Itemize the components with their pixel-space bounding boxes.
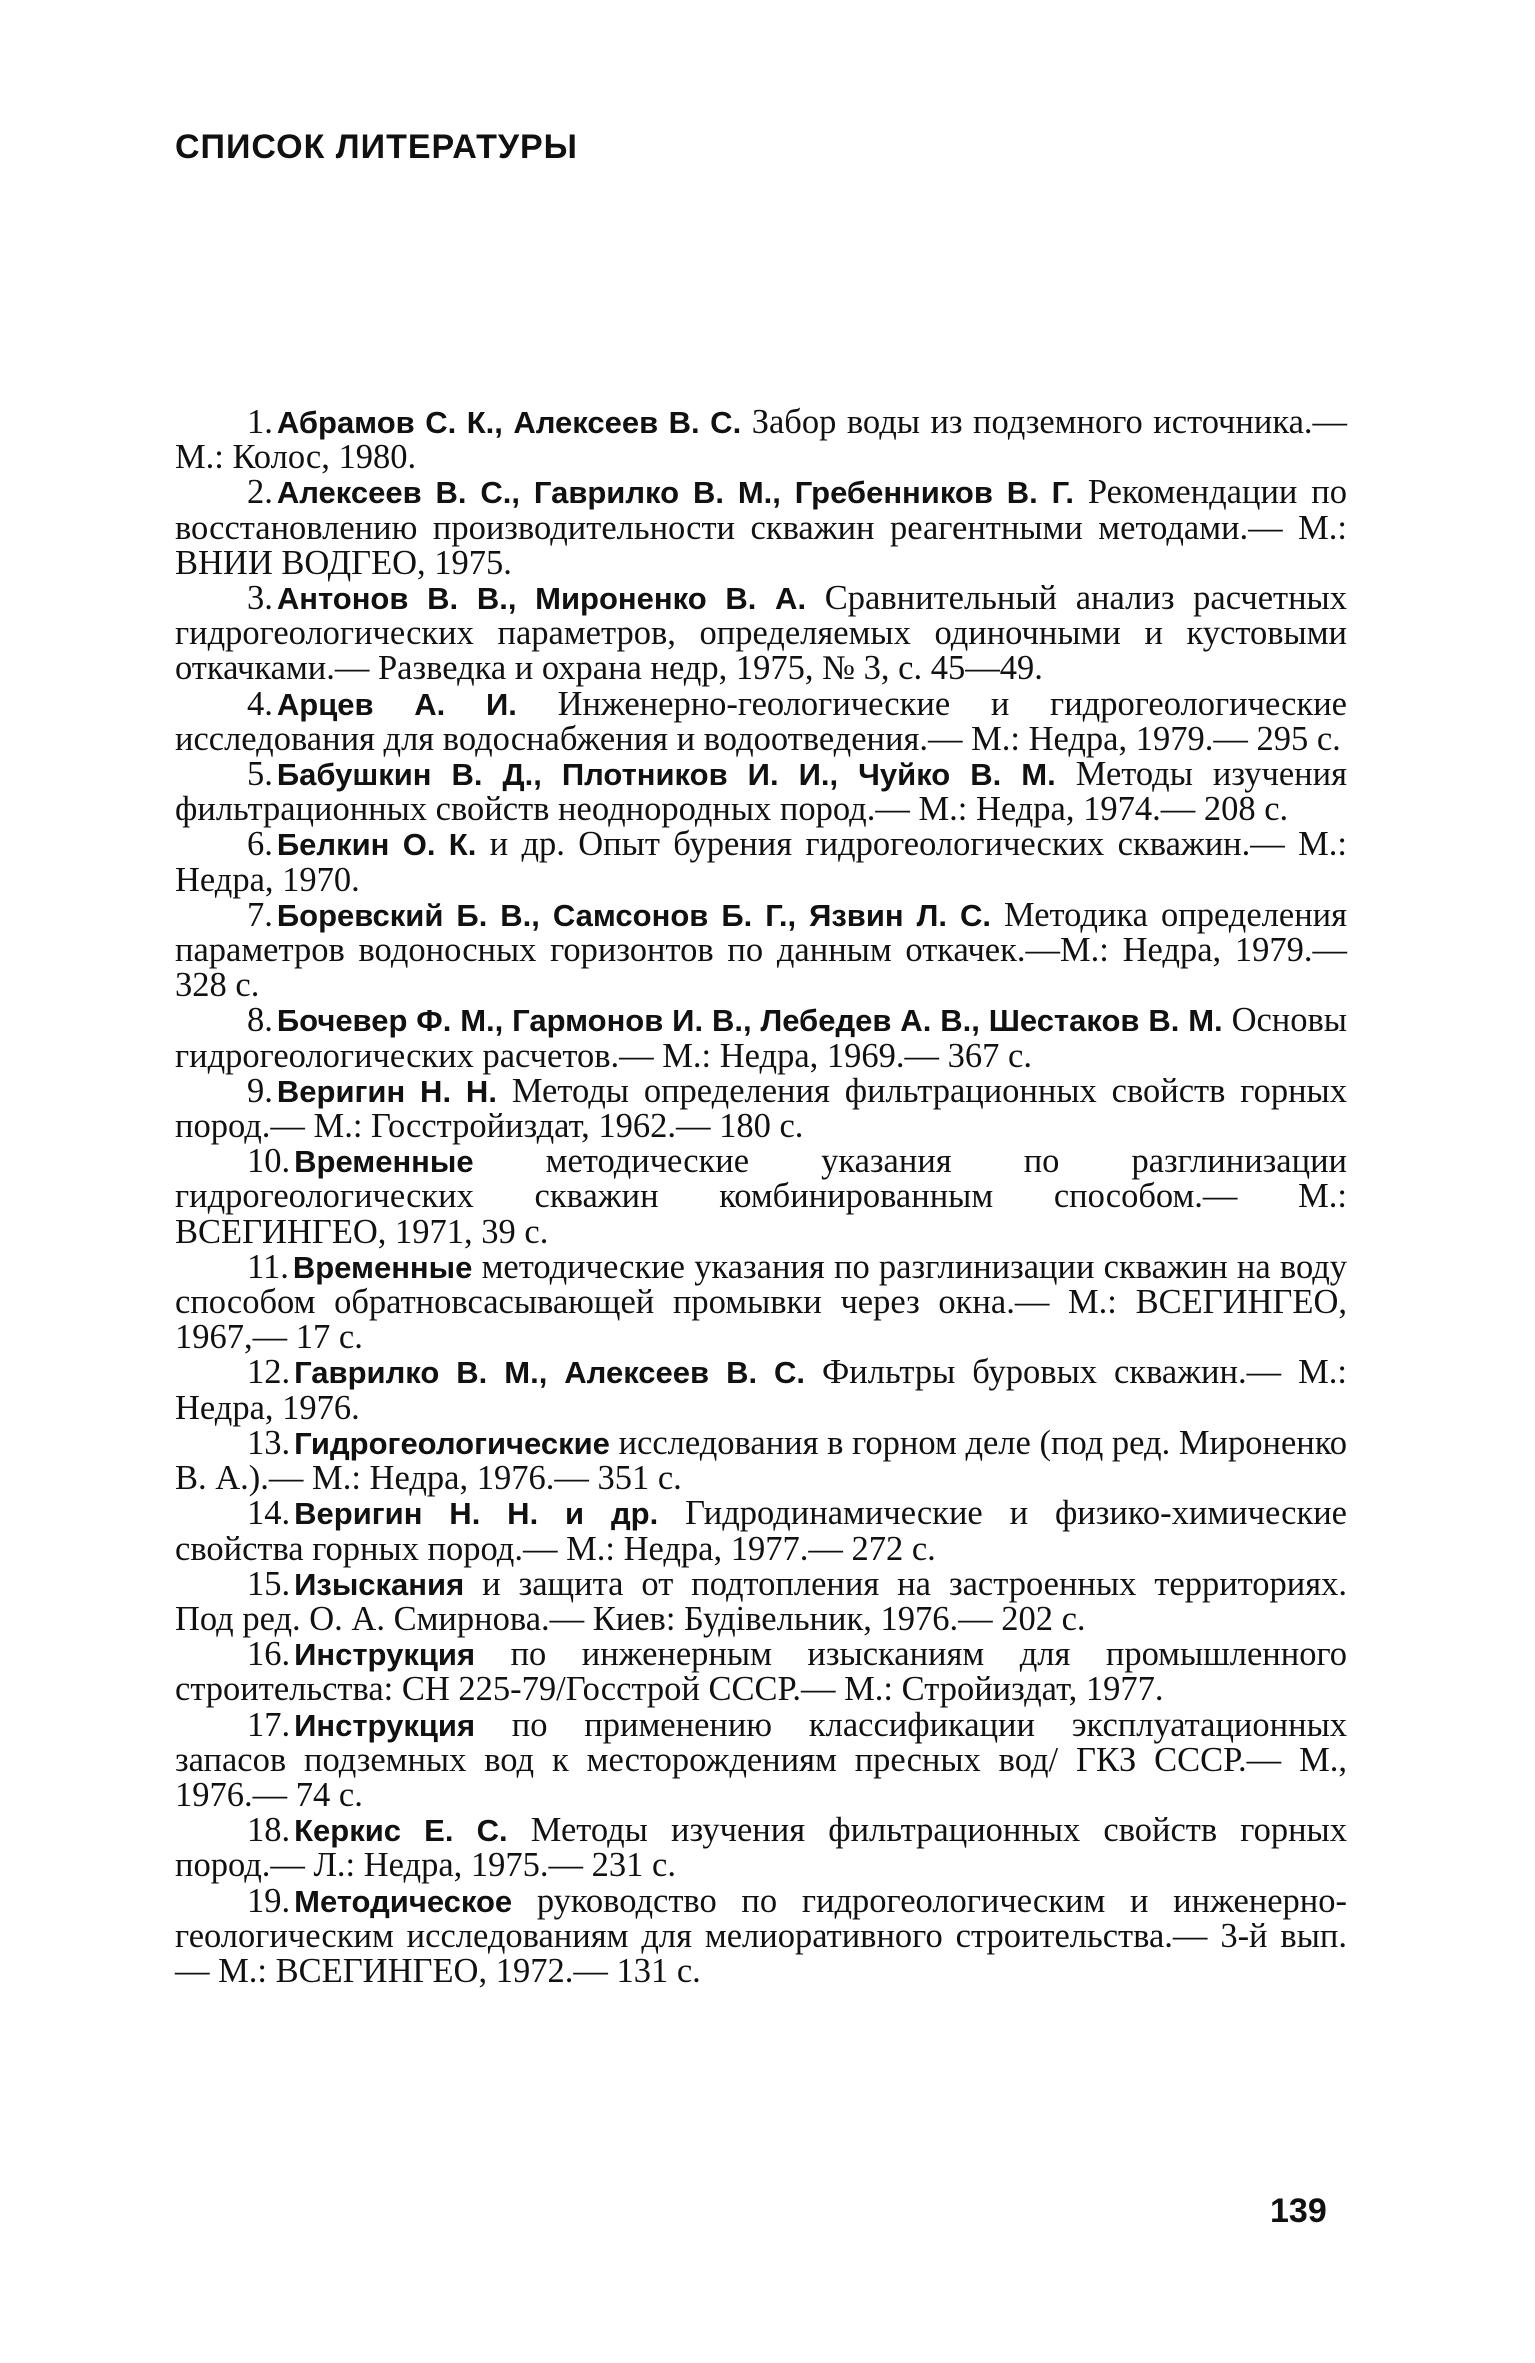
reference-authors: Изыскания: [294, 1566, 465, 1602]
reference-item: [175, 475, 1347, 581]
reference-item: [175, 757, 1347, 827]
reference-authors: Бабушкин В. Д., Плотников И. И., Чуйко В. М.: [276, 757, 1056, 793]
reference-text: Методы изучения фильтрационных свойств горных пород.— Л.: Недра, 1975.— 231 с.: [175, 1811, 1347, 1885]
reference-number: 4.: [247, 684, 273, 723]
reference-number: 1.: [247, 403, 273, 441]
reference-number: 5.: [247, 755, 273, 794]
reference-number: 19.: [247, 1881, 291, 1920]
reference-text: Методы определения фильтрационных свойств горных пород.— М.: Госстройиздат, 1962.— 180 с.: [175, 1071, 1347, 1146]
reference-number: 17.: [247, 1705, 291, 1744]
reference-authors: Временные: [294, 1144, 474, 1180]
reference-number: 10.: [247, 1142, 291, 1181]
reference-number: 3.: [247, 579, 273, 618]
reference-text: Сравнительный анализ расчетных гидрогеологических параметров, определяемых одиночными и кустовыми откачками.— Разведка и охрана недр, 1975, № 3, с. 45—49.: [175, 579, 1347, 688]
reference-text: Рекомендации по восстановлению производительности скважин реагентными методами.— М.: ВНИИ ВОДГЕО, 1975.: [175, 473, 1347, 582]
reference-item: [175, 1881, 1347, 1990]
reference-item: [175, 581, 1347, 687]
reference-item: [175, 895, 1347, 1005]
reference-text: исследования в горном деле (под ред. Мироненко В. А.).— М.: Недра, 1976.— 351 с.: [175, 1423, 1347, 1498]
reference-number: 12.: [247, 1353, 291, 1392]
reference-authors: Веригин Н. Н. и др.: [294, 1496, 659, 1532]
reference-authors: Белкин О. К.: [276, 827, 477, 863]
reference-number: 2.: [247, 473, 273, 512]
reference-number: 14.: [247, 1494, 291, 1533]
reference-text: и др. Опыт бурения гидрогеологических скважин.— М.: Недра, 1970.: [175, 825, 1347, 899]
page-title: СПИСОК ЛИТЕРАТУРЫ: [175, 128, 578, 166]
reference-text: Гидродинамические и физико-химические свойства горных пород.— М.: Недра, 1977.— 272 с.: [175, 1494, 1347, 1568]
reference-number: 18.: [247, 1811, 291, 1850]
reference-item: [175, 827, 1347, 897]
reference-number: 15.: [247, 1564, 291, 1603]
reference-authors: Керкис Е. С.: [294, 1813, 508, 1849]
reference-authors: Бочевер Ф. М., Гармонов И. В., Лебедев А. В., Шестаков В. М.: [276, 1003, 1223, 1039]
reference-text: Фильтры буровых скважин.— М.: Недра, 1976.: [175, 1353, 1347, 1427]
reference-item: [175, 1003, 1347, 1073]
reference-text: и защита от подтопления на застроенных территориях. Под ред. О. А. Смирнова.— Киев: Будівельник, 1976.— 202 с.: [175, 1564, 1347, 1638]
reference-text: методические указания по разглинизации скважин на воду способом обратновсасывающей промывки через окна.— М.: ВСЕГИНГЕО, 1967,— 17 с.: [175, 1247, 1347, 1357]
reference-number: 6.: [247, 825, 273, 864]
reference-number: 8.: [247, 1001, 273, 1040]
reference-authors: Временные: [292, 1249, 473, 1285]
reference-item: [175, 1423, 1347, 1498]
reference-authors: Абрамов С. К., Алексеев В. С.: [276, 405, 742, 440]
reference-item: [175, 1813, 1347, 1883]
reference-authors: Инструкция: [294, 1637, 476, 1673]
reference-item: [175, 1355, 1347, 1425]
reference-item: [175, 1637, 1347, 1707]
reference-text: Инженерно-геологические и гидрогеологические исследования для водоснабжения и водоотведения.— М.: Недра, 1979.— 295 с.: [175, 684, 1347, 758]
reference-authors: Алексеев В. С., Гаврилко В. М., Гребенников В. Г.: [276, 475, 1074, 511]
reference-authors: Гаврилко В. М., Алексеев В. С.: [294, 1355, 806, 1391]
reference-number: 11.: [247, 1247, 289, 1286]
reference-number: 16.: [247, 1635, 291, 1674]
reference-item: [175, 684, 1347, 758]
reference-item: [175, 405, 1347, 475]
reference-authors: Гидрогеологические: [294, 1425, 610, 1461]
page-number: 139: [1270, 2192, 1327, 2230]
reference-text: Основы гидрогеологических расчетов.— М.: Недра, 1969.— 367 с.: [175, 1001, 1347, 1075]
reference-text: Забор воды из подземного источника.— М.: Колос, 1980.: [175, 403, 1348, 477]
reference-list: [175, 405, 1347, 1989]
reference-authors: Антонов В. В., Мироненко В. А.: [276, 581, 807, 617]
reference-number: 7.: [247, 895, 273, 934]
reference-text: по применению классификации эксплуатационных запасов подземных вод к месторождениям пресных вод/ ГКЗ СССР.— М., 1976.— 74 с.: [175, 1705, 1347, 1814]
reference-text: Методы изучения фильтрационных свойств неоднородных пород.— М.: Недра, 1974.— 208 с.: [175, 755, 1347, 829]
reference-authors: Инструкция: [294, 1707, 476, 1743]
reference-item: [175, 1496, 1347, 1566]
reference-item: [175, 1071, 1347, 1146]
reference-text: Методика определения параметров водоносных горизонтов по данным откачек.—М.: Недра, 1979.— 328 с.: [175, 895, 1347, 1005]
reference-item: [175, 1564, 1347, 1638]
reference-number: 9.: [247, 1071, 273, 1110]
reference-number: 13.: [247, 1423, 291, 1462]
reference-authors: Арцев А. И.: [276, 686, 517, 722]
reference-authors: Методическое: [294, 1883, 513, 1919]
reference-authors: Боревский Б. В., Самсонов Б. Г., Язвин Л. С.: [276, 897, 991, 933]
reference-text: методические указания по разглинизации гидрогеологических скважин комбинированным способом.— М.: ВСЕГИНГЕО, 1971, 39 с.: [175, 1142, 1347, 1251]
reference-text: руководство по гидрогеологическим и инженерно-геологическим исследованиям для мелиоративного строительства.— 3-й вып.— М.: ВСЕГИНГЕО, 1972.— 131 с.: [175, 1881, 1347, 1990]
reference-item: [175, 1705, 1347, 1814]
reference-text: по инженерным изысканиям для промышленного строительства: СН 225-79/Госстрой СССР.— М.: Стройиздат, 1977.: [175, 1635, 1347, 1709]
reference-item: [175, 1247, 1347, 1357]
reference-item: [175, 1144, 1347, 1250]
reference-authors: Веригин Н. Н.: [276, 1073, 497, 1109]
